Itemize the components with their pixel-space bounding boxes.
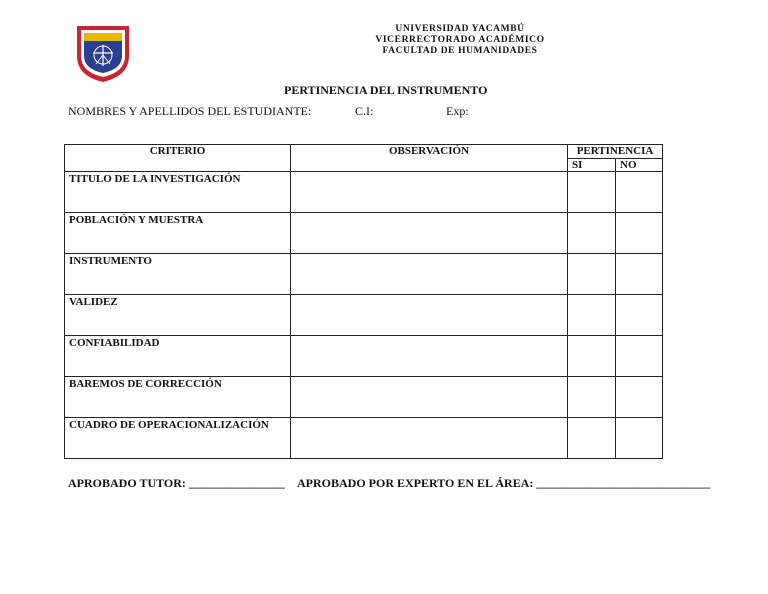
header-observacion: OBSERVACIÓN [291, 145, 568, 172]
table-row [65, 295, 663, 336]
no-cell[interactable] [616, 172, 663, 213]
observation-cell[interactable] [291, 172, 568, 213]
table-row [65, 254, 663, 295]
expert-label: APROBADO POR EXPERTO EN EL ÁREA: [297, 476, 534, 490]
university-logo [74, 22, 132, 84]
header-pertinencia: PERTINENCIA [568, 145, 663, 159]
exp-label: Exp: [446, 104, 469, 118]
si-cell[interactable] [568, 172, 616, 213]
criterion-label: INSTRUMENTO [65, 254, 291, 295]
no-cell[interactable] [616, 336, 663, 377]
si-cell[interactable] [568, 377, 616, 418]
observation-cell[interactable] [291, 254, 568, 295]
observation-cell[interactable] [291, 418, 568, 459]
criteria-table [64, 144, 663, 459]
faculty-name: FACULTAD DE HUMANIDADES [382, 46, 538, 56]
observation-cell[interactable] [291, 336, 568, 377]
si-cell[interactable] [568, 418, 616, 459]
criterion-label: VALIDEZ [65, 295, 291, 336]
observation-cell[interactable] [291, 295, 568, 336]
criterion-label: BAREMOS DE CORRECCIÓN [65, 377, 291, 418]
criterion-label: POBLACIÓN Y MUESTRA [65, 213, 291, 254]
no-cell[interactable] [616, 377, 663, 418]
header-criterio: CRITERIO [65, 145, 291, 172]
tutor-approval [68, 476, 285, 491]
table-row [65, 377, 663, 418]
table-row [65, 213, 663, 254]
table-row [65, 172, 663, 213]
student-name-label: NOMBRES Y APELLIDOS DEL ESTUDIANTE: [68, 104, 312, 118]
no-cell[interactable] [616, 295, 663, 336]
header-no: NO [616, 159, 663, 172]
document-title: PERTINENCIA DEL INSTRUMENTO [284, 83, 488, 97]
university-name: UNIVERSIDAD YACAMBÚ [395, 24, 525, 34]
si-cell[interactable] [568, 213, 616, 254]
vice-rectorate: VICERRECTORADO ACADÉMICO [375, 35, 545, 45]
table-row [65, 418, 663, 459]
observation-cell[interactable] [291, 377, 568, 418]
table-row [65, 336, 663, 377]
tutor-signature-line[interactable]: ________________ [188, 476, 285, 490]
criterion-label: CUADRO DE OPERACIONALIZACIÓN [65, 418, 291, 459]
no-cell[interactable] [616, 254, 663, 295]
ci-label: C.I: [355, 104, 374, 118]
criterion-label: TITULO DE LA INVESTIGACIÓN [65, 172, 291, 213]
si-cell[interactable] [568, 336, 616, 377]
si-cell[interactable] [568, 254, 616, 295]
si-cell[interactable] [568, 295, 616, 336]
observation-cell[interactable] [291, 213, 568, 254]
expert-approval [297, 476, 710, 491]
tutor-label: APROBADO TUTOR: [68, 476, 186, 490]
header-si: SI [568, 159, 616, 172]
criterion-label: CONFIABILIDAD [65, 336, 291, 377]
no-cell[interactable] [616, 213, 663, 254]
no-cell[interactable] [616, 418, 663, 459]
expert-signature-line[interactable]: _____________________________ [536, 476, 711, 490]
